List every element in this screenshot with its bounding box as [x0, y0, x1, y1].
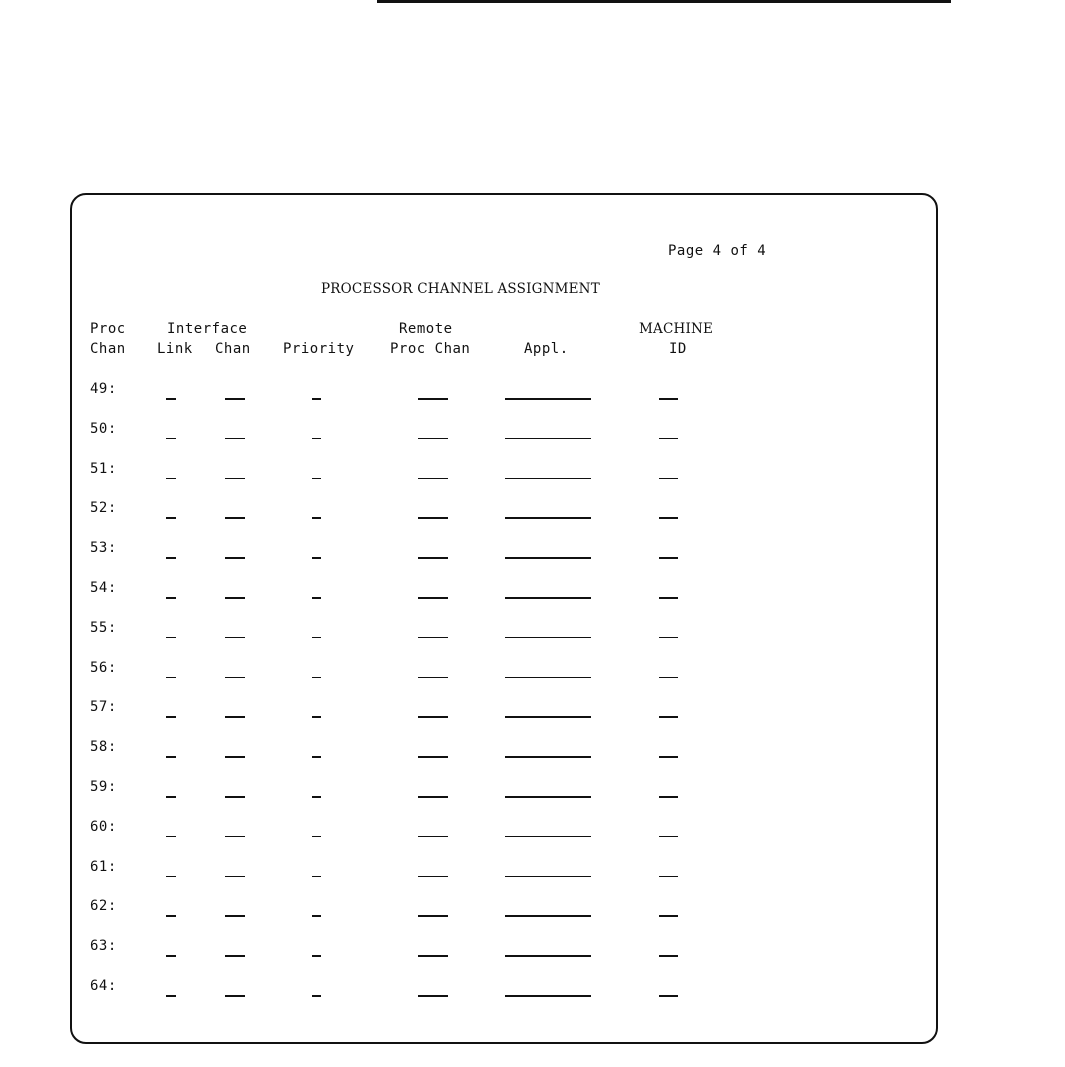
interface-chan-field[interactable] — [225, 517, 245, 519]
priority-field[interactable] — [312, 398, 321, 400]
interface-chan-field[interactable] — [225, 995, 245, 997]
remote-proc-chan-field[interactable] — [418, 677, 448, 679]
appl-field[interactable] — [505, 398, 591, 400]
link-field[interactable] — [166, 517, 176, 519]
interface-chan-field[interactable] — [225, 398, 245, 400]
header-interface: Interface — [167, 321, 248, 337]
appl-field[interactable] — [505, 478, 591, 480]
row-label: 49: — [90, 381, 117, 397]
row-label: 55: — [90, 619, 117, 636]
priority-field[interactable] — [312, 677, 321, 679]
priority-field[interactable] — [312, 557, 321, 559]
machine-id-field[interactable] — [659, 398, 678, 400]
interface-chan-field[interactable] — [225, 716, 245, 718]
appl-field[interactable] — [505, 876, 591, 878]
appl-field[interactable] — [505, 756, 591, 758]
machine-id-field[interactable] — [659, 756, 678, 758]
row-label: 53: — [90, 540, 117, 557]
machine-id-field[interactable] — [659, 557, 678, 559]
priority-field[interactable] — [312, 438, 321, 440]
interface-chan-field[interactable] — [225, 796, 245, 798]
row-label: 54: — [90, 580, 117, 596]
priority-field[interactable] — [312, 995, 321, 997]
header-interface-chan: Chan — [215, 341, 251, 357]
machine-id-field[interactable] — [659, 438, 678, 440]
header-appl: Appl. — [524, 341, 569, 357]
appl-field[interactable] — [505, 995, 591, 997]
interface-chan-field[interactable] — [225, 557, 245, 559]
remote-proc-chan-field[interactable] — [418, 478, 448, 480]
appl-field[interactable] — [505, 796, 591, 798]
machine-id-field[interactable] — [659, 478, 678, 480]
page-indicator: Page 4 of 4 — [668, 243, 767, 259]
link-field[interactable] — [166, 995, 176, 997]
remote-proc-chan-field[interactable] — [418, 796, 448, 798]
interface-chan-field[interactable] — [225, 677, 245, 679]
header-remote: Remote — [399, 321, 453, 337]
page-title: PROCESSOR CHANNEL ASSIGNMENT — [321, 281, 600, 297]
machine-id-field[interactable] — [659, 915, 678, 917]
remote-proc-chan-field[interactable] — [418, 915, 448, 917]
link-field[interactable] — [166, 716, 176, 718]
appl-field[interactable] — [505, 955, 591, 957]
header-proc-chan: Proc Chan — [390, 341, 471, 357]
interface-chan-field[interactable] — [225, 637, 245, 639]
row-label: 50: — [90, 420, 117, 437]
remote-proc-chan-field[interactable] — [418, 995, 448, 997]
remote-proc-chan-field[interactable] — [418, 836, 448, 838]
link-field[interactable] — [166, 756, 176, 758]
appl-field[interactable] — [505, 557, 591, 559]
machine-id-field[interactable] — [659, 637, 678, 639]
appl-field[interactable] — [505, 438, 591, 440]
appl-field[interactable] — [505, 517, 591, 519]
machine-id-field[interactable] — [659, 955, 678, 957]
priority-field[interactable] — [312, 955, 321, 957]
remote-proc-chan-field[interactable] — [418, 438, 448, 440]
remote-proc-chan-field[interactable] — [418, 876, 448, 878]
header-machine: MACHINE — [639, 321, 714, 337]
appl-field[interactable] — [505, 915, 591, 917]
row-label: 63: — [90, 938, 117, 955]
header-chan: Chan — [90, 341, 126, 357]
appl-field[interactable] — [505, 597, 591, 599]
row-label: 60: — [90, 818, 117, 835]
link-field[interactable] — [166, 796, 176, 798]
row-label: 62: — [90, 898, 117, 915]
remote-proc-chan-field[interactable] — [418, 597, 448, 599]
row-label: 56: — [90, 659, 117, 676]
row-label: 58: — [90, 739, 117, 756]
link-field[interactable] — [166, 677, 176, 679]
row-label: 52: — [90, 500, 117, 517]
priority-field[interactable] — [312, 517, 321, 519]
row-label: 57: — [90, 699, 117, 716]
priority-field[interactable] — [312, 915, 321, 917]
row-label: 51: — [90, 460, 117, 477]
link-field[interactable] — [166, 637, 176, 639]
priority-field[interactable] — [312, 836, 321, 838]
remote-proc-chan-field[interactable] — [418, 716, 448, 718]
header-proc: Proc — [90, 321, 126, 337]
appl-field[interactable] — [505, 677, 591, 679]
link-field[interactable] — [166, 876, 176, 878]
priority-field[interactable] — [312, 637, 321, 639]
link-field[interactable] — [166, 557, 176, 559]
header-priority: Priority — [283, 341, 355, 357]
machine-id-field[interactable] — [659, 995, 678, 997]
priority-field[interactable] — [312, 597, 321, 599]
top-rule — [377, 0, 951, 3]
priority-field[interactable] — [312, 478, 321, 480]
interface-chan-field[interactable] — [225, 438, 245, 440]
remote-proc-chan-field[interactable] — [418, 398, 448, 400]
interface-chan-field[interactable] — [225, 756, 245, 758]
machine-id-field[interactable] — [659, 597, 678, 599]
machine-id-field[interactable] — [659, 517, 678, 519]
machine-id-field[interactable] — [659, 716, 678, 718]
header-link: Link — [157, 341, 193, 357]
link-field[interactable] — [166, 955, 176, 957]
priority-field[interactable] — [312, 716, 321, 718]
link-field[interactable] — [166, 478, 176, 480]
link-field[interactable] — [166, 438, 176, 440]
remote-proc-chan-field[interactable] — [418, 756, 448, 758]
link-field[interactable] — [166, 398, 176, 400]
machine-id-field[interactable] — [659, 796, 678, 798]
link-field[interactable] — [166, 836, 176, 838]
interface-chan-field[interactable] — [225, 955, 245, 957]
remote-proc-chan-field[interactable] — [418, 517, 448, 519]
interface-chan-field[interactable] — [225, 915, 245, 917]
row-label: 59: — [90, 779, 117, 795]
remote-proc-chan-field[interactable] — [418, 557, 448, 559]
interface-chan-field[interactable] — [225, 876, 245, 878]
remote-proc-chan-field[interactable] — [418, 955, 448, 957]
appl-field[interactable] — [505, 836, 591, 838]
machine-id-field[interactable] — [659, 876, 678, 878]
header-id: ID — [669, 341, 687, 357]
machine-id-field[interactable] — [659, 836, 678, 838]
row-label: 61: — [90, 858, 117, 875]
priority-field[interactable] — [312, 796, 321, 798]
interface-chan-field[interactable] — [225, 478, 245, 480]
priority-field[interactable] — [312, 876, 321, 878]
interface-chan-field[interactable] — [225, 836, 245, 838]
link-field[interactable] — [166, 597, 176, 599]
remote-proc-chan-field[interactable] — [418, 637, 448, 639]
row-label: 64: — [90, 978, 117, 994]
appl-field[interactable] — [505, 716, 591, 718]
link-field[interactable] — [166, 915, 176, 917]
priority-field[interactable] — [312, 756, 321, 758]
machine-id-field[interactable] — [659, 677, 678, 679]
interface-chan-field[interactable] — [225, 597, 245, 599]
appl-field[interactable] — [505, 637, 591, 639]
